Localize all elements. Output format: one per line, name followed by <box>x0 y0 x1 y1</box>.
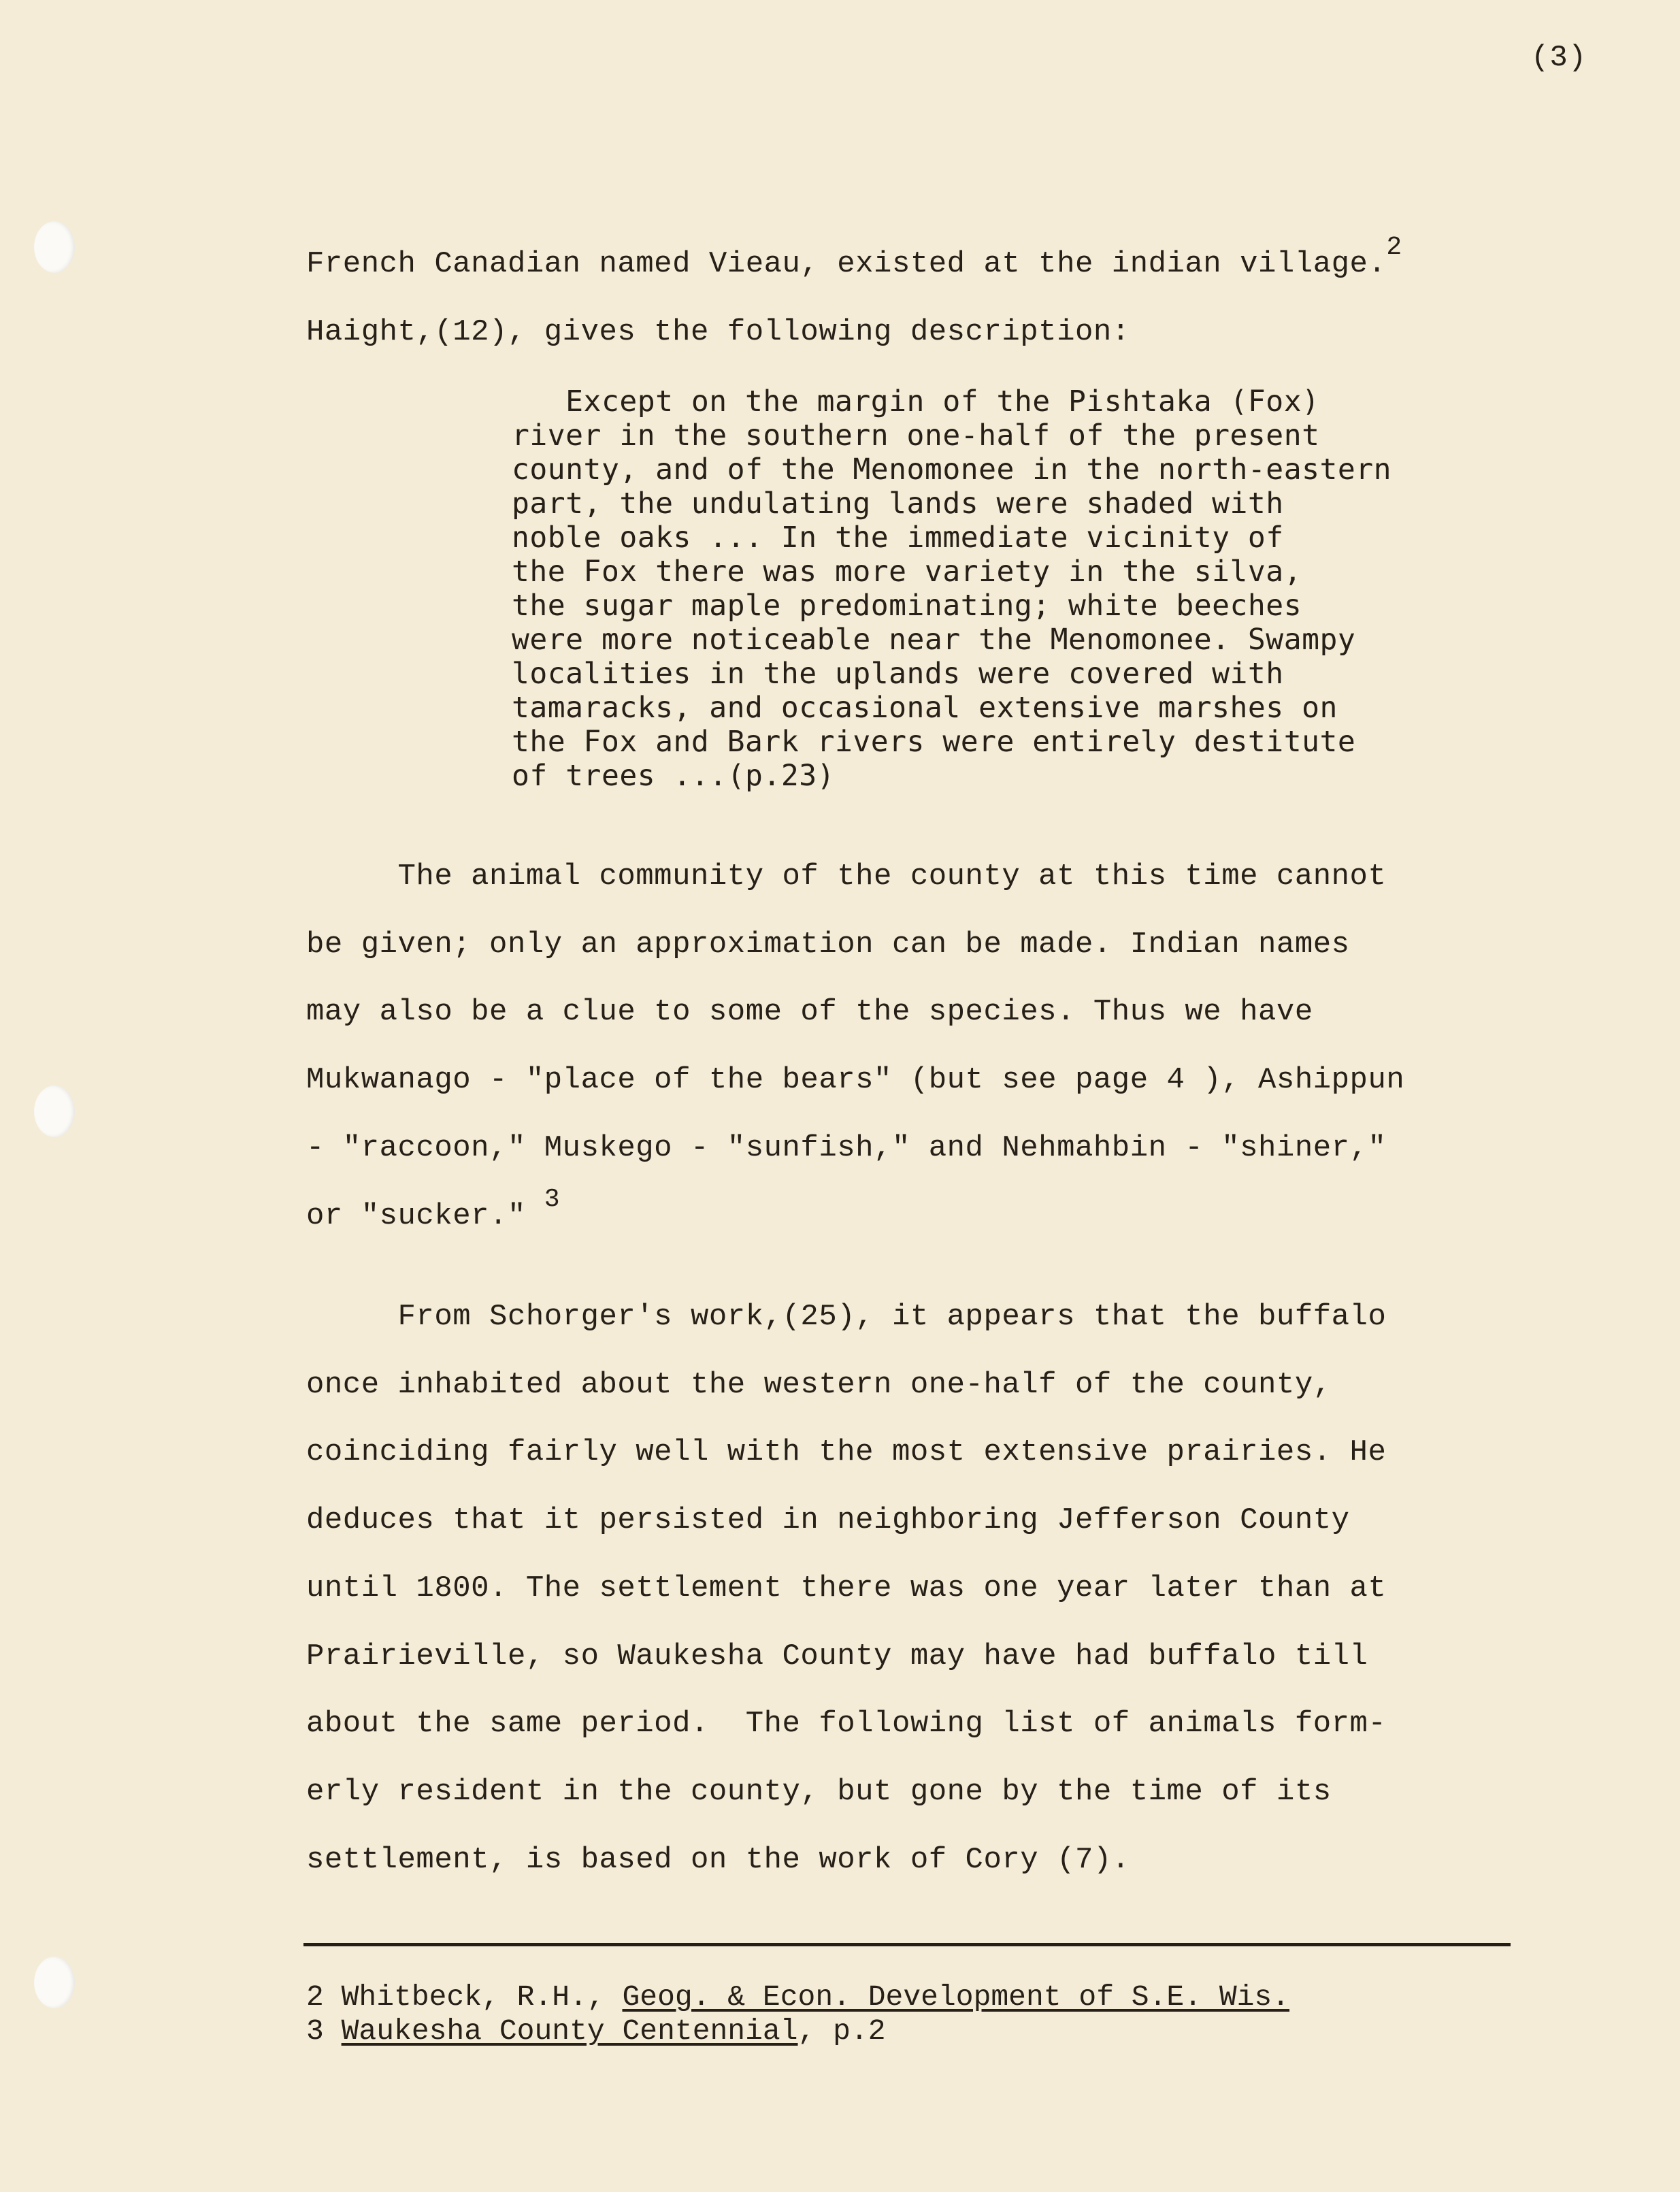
text-line: From Schorger's work,(25), it appears that the buffalo <box>306 1300 1387 1334</box>
text-line: deduces that it persisted in neighboring Jefferson County <box>306 1503 1350 1537</box>
page-number: (3) <box>1531 41 1587 75</box>
text-line: coinciding fairly well with the most extensive prairies. He <box>306 1435 1387 1469</box>
footnote-ref-3: 3 <box>544 1185 561 1214</box>
text-line: once inhabited about the western one-half of the county, <box>306 1368 1332 1402</box>
text-line: The animal community of the county at this time cannot <box>306 860 1387 894</box>
text-line: about the same period. The following list of animals form- <box>306 1707 1387 1741</box>
text-line: erly resident in the county, but gone by the time of its <box>306 1775 1332 1809</box>
text-line: may also be a clue to some of the species. Thus we have <box>306 995 1313 1029</box>
footnote-3: 3 Waukesha County Centennial, p.2 <box>306 2014 886 2048</box>
text-line: be given; only an approximation can be made. Indian names <box>306 928 1350 962</box>
text-line: Mukwanago - "place of the bears" (but see page 4 ), Ashippun <box>306 1063 1405 1097</box>
footnote-ref-2: 2 <box>1386 233 1402 262</box>
block-quote: Except on the margin of the Pishtaka (Fox) river in the southern one-half of the present county, and of the Menomonee in the north-eastern part, the undulating lands were shaded with noble oaks ... In the immediate vicinity of the Fox there was more variety in the silva, the sugar maple predominating; white beeches were more noticeable near the Menomonee. Swampy localities in the uplands were covered with tamaracks, and occasional extensive marshes on the Fox and Bark rivers were entirely destitute of trees ...(p.23) <box>512 385 1392 793</box>
text-line: Haight,(12), gives the following description: <box>306 315 1130 349</box>
text-line: or "sucker." 3 <box>306 1185 561 1233</box>
text-line: Prairieville, so Waukesha County may have had buffalo till <box>306 1639 1368 1673</box>
text-line: settlement, is based on the work of Cory (7). <box>306 1843 1130 1877</box>
text-line: - "raccoon," Muskego - "sunfish," and Nehmahbin - "shiner," <box>306 1131 1387 1165</box>
text-line: until 1800. The settlement there was one year later than at <box>306 1571 1387 1605</box>
text-line: French Canadian named Vieau, existed at the indian village.2 <box>306 233 1402 281</box>
footnote-divider <box>303 1943 1511 1946</box>
binder-hole-middle <box>34 1085 75 1137</box>
binder-hole-top <box>34 221 75 273</box>
footnote-2: 2 Whitbeck, R.H., Geog. & Econ. Development of S.E. Wis. <box>306 1980 1290 2014</box>
binder-hole-bottom <box>34 1957 75 2008</box>
